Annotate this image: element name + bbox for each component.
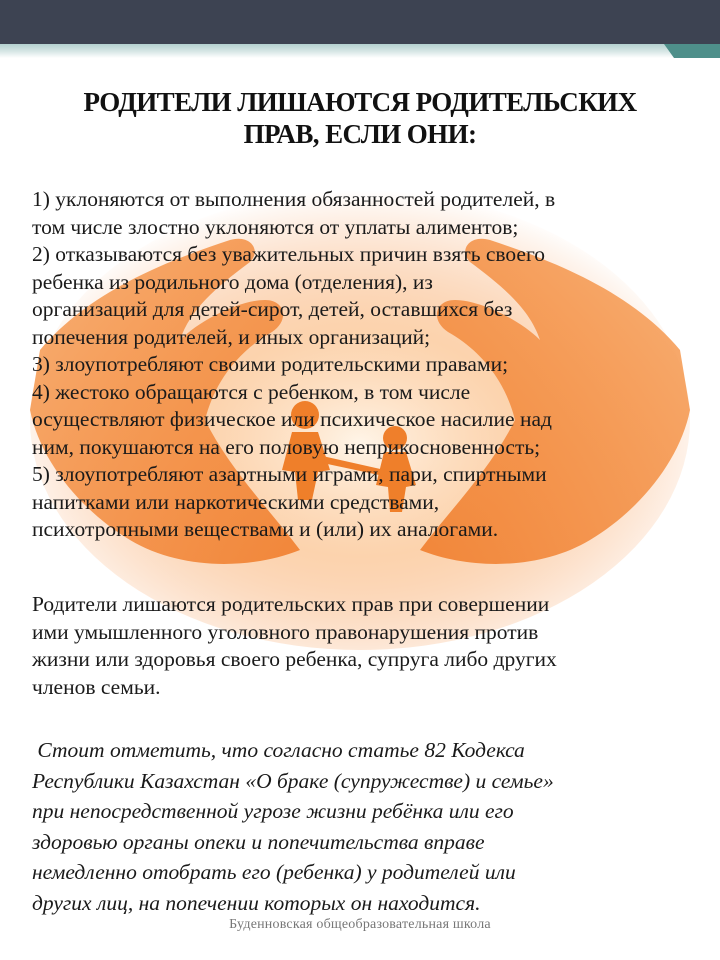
paragraph-line: ими умышленного уголовного правонарушения против [32,619,539,644]
slide-title [20,86,700,150]
grounds-list [32,186,708,544]
list-line: психотропными веществами и (или) их аналогами. [32,517,499,541]
note-line: Республики Казахстан «О браке (супружестве) и семье» [32,768,554,793]
criminal-offense-paragraph [32,591,708,701]
list-line: напитками или наркотическими средствами, [32,489,440,514]
school-footer: Буденновская общеобразовательная школа [229,917,491,932]
title-line: РОДИТЕЛИ ЛИШАЮТСЯ РОДИТЕЛЬСКИХ [83,87,637,117]
note-line: Стоит отметить, что согласно статье 82 Кодекса [32,738,525,762]
code-article-note [32,735,708,918]
list-line: ним, покушаются на его половую неприкосновенность; [32,434,541,459]
paragraph-line: членов семьи. [32,674,161,699]
paragraph-line: жизни или здоровья своего ребенка, супруга либо других [32,647,557,671]
list-line: 2) отказываются без уважительных причин взять своего [32,242,546,266]
paragraph-line: Родители лишаются родительских прав при совершении [32,592,550,616]
note-line: здоровью органы опеки и попечительства вправе [32,829,485,854]
list-line: том числе злостно уклоняются от уплаты алиментов; [32,214,519,239]
list-line: попечения родителей, и иных организаций; [32,324,431,349]
list-line: 3) злоупотребляют своими родительскими правами; [32,352,509,376]
note-line: других лиц, на попечении которых он находится. [32,890,481,915]
title-line: ПРАВ, ЕСЛИ ОНИ: [243,119,477,149]
list-line: 1) уклоняются от выполнения обязанностей родителей, в [32,187,556,211]
list-line: осуществляют физическое или психическое насилие над [32,407,552,431]
list-line: 5) злоупотребляют азартными играми, пари, спиртными [32,462,547,486]
list-line: ребенка из родильного дома (отделения), из [32,269,433,294]
note-line: немедленно отобрать его (ребенка) у родителей или [32,860,516,884]
note-line: при непосредственной угрозе жизни ребёнка или его [32,799,514,823]
list-line: организаций для детей-сирот, детей, оставшихся без [32,297,513,321]
list-line: 4) жестоко обращаются с ребенком, в том числе [32,379,471,404]
